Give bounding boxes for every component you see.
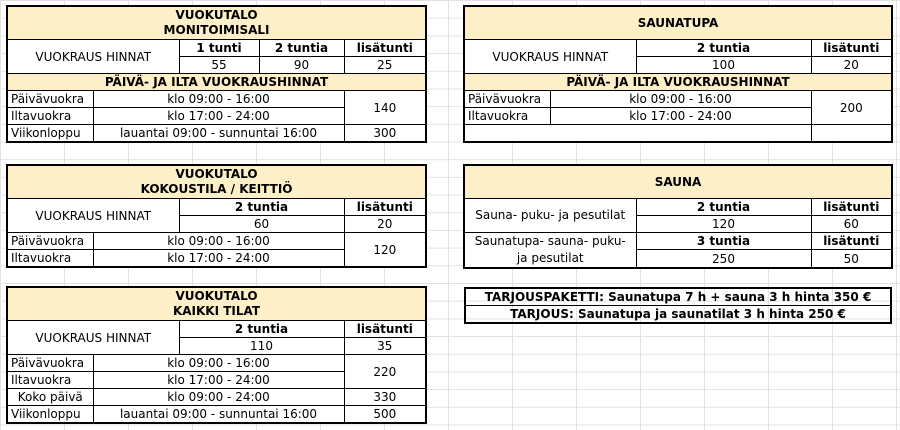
header-extra: lisätunti — [811, 40, 892, 57]
day-label: Päivävuokra — [7, 355, 93, 372]
kaikki-title-line2: KAIKKI TILAT — [172, 304, 261, 318]
day-label: Päivävuokra — [464, 91, 550, 108]
weekend-label: Viikonloppu — [7, 125, 93, 143]
eve-label: Iltavuokra — [7, 108, 93, 125]
sauna-table-block — [463, 164, 893, 269]
fullday-label: Koko päivä — [7, 389, 93, 406]
price-2h: 110 — [179, 338, 344, 355]
header-extra: lisätunti — [344, 321, 426, 338]
day-time: klo 09:00 - 16:00 — [93, 91, 344, 108]
fullday-price: 330 — [344, 389, 426, 406]
monitoimisali-title-line2: MONITOIMISALI — [163, 23, 270, 37]
price-2h: 90 — [259, 57, 344, 74]
eve-time: klo 17:00 - 24:00 — [93, 372, 344, 389]
empty-cell — [464, 125, 811, 143]
row1-header-2h: 2 tuntia — [636, 199, 811, 216]
row1-label: Sauna- puku- ja pesutilat — [464, 199, 636, 233]
header-1h: 1 tunti — [179, 40, 259, 57]
header-extra: lisätunti — [344, 199, 426, 216]
empty-cell — [811, 125, 892, 143]
monitoimisali-title-line1: VUOKUTALO — [175, 8, 258, 22]
eve-label: Iltavuokra — [7, 372, 93, 389]
row1-price-extra: 60 — [811, 216, 892, 233]
price-extra: 35 — [344, 338, 426, 355]
row1-price-2h: 120 — [636, 216, 811, 233]
kaikki-title — [7, 287, 426, 321]
rent-label: VUOKRAUS HINNAT — [7, 321, 179, 355]
weekend-time: lauantai 09:00 - sunnuntai 16:00 — [93, 125, 344, 143]
header-2h: 2 tuntia — [636, 40, 811, 57]
eve-label: Iltavuokra — [464, 108, 550, 125]
sauna-table — [463, 164, 893, 269]
dayeve-price: 120 — [344, 233, 426, 268]
day-label: Päivävuokra — [7, 91, 93, 108]
eve-time: klo 17:00 - 24:00 — [550, 108, 811, 125]
band-heading: PÄIVÄ- JA ILTA VUOKRAUSHINNAT — [464, 74, 892, 91]
header-extra: lisätunti — [344, 40, 426, 57]
fullday-time: klo 09:00 - 24:00 — [93, 389, 344, 406]
saunatupa-table — [463, 5, 893, 143]
price-2h: 100 — [636, 57, 811, 74]
header-2h: 2 tuntia — [179, 199, 344, 216]
price-1h: 55 — [179, 57, 259, 74]
rent-label: VUOKRAUS HINNAT — [7, 40, 179, 74]
kokoustila-table-block — [6, 164, 427, 268]
offers-table — [464, 287, 892, 324]
saunatupa-title: SAUNATUPA — [464, 6, 892, 40]
dayeve-price: 220 — [344, 355, 426, 389]
sauna-title: SAUNA — [464, 165, 892, 199]
kokoustila-title — [7, 165, 426, 199]
price-extra: 25 — [344, 57, 426, 74]
kokoustila-title-line2: KOKOUSTILA / KEITTIÖ — [140, 182, 293, 196]
weekend-price: 500 — [344, 406, 426, 424]
day-time: klo 09:00 - 16:00 — [550, 91, 811, 108]
kokoustila-title-line1: VUOKUTALO — [175, 167, 258, 181]
dayeve-price: 140 — [344, 91, 426, 125]
kaikki-table — [6, 286, 427, 424]
row2-price-3h: 250 — [636, 250, 811, 268]
row1-header-extra: lisätunti — [811, 199, 892, 216]
dayeve-price: 200 — [811, 91, 892, 125]
day-time: klo 09:00 - 16:00 — [93, 355, 344, 372]
header-2h: 2 tuntia — [259, 40, 344, 57]
kaikki-table-block — [6, 286, 427, 424]
kaikki-title-line1: VUOKUTALO — [175, 289, 258, 303]
rent-label: VUOKRAUS HINNAT — [7, 199, 179, 233]
saunatupa-table-block — [463, 5, 893, 143]
row2-label: Saunatupa- sauna- puku- ja pesutilat — [464, 233, 636, 269]
rent-label: VUOKRAUS HINNAT — [464, 40, 636, 74]
weekend-price: 300 — [344, 125, 426, 143]
day-label: Päivävuokra — [7, 233, 93, 250]
offer-package: TARJOUSPAKETTI: Saunatupa 7 h + sauna 3 h hinta 350 € — [465, 288, 891, 306]
eve-time: klo 17:00 - 24:00 — [93, 108, 344, 125]
monitoimisali-table — [6, 5, 427, 143]
monitoimisali-title — [7, 6, 426, 40]
row2-header-3h: 3 tuntia — [636, 233, 811, 250]
kokoustila-table — [6, 164, 427, 268]
header-2h: 2 tuntia — [179, 321, 344, 338]
monitoimisali-table-block — [6, 5, 427, 143]
day-time: klo 09:00 - 16:00 — [93, 233, 344, 250]
row2-header-extra: lisätunti — [811, 233, 892, 250]
eve-time: klo 17:00 - 24:00 — [93, 250, 344, 268]
eve-label: Iltavuokra — [7, 250, 93, 268]
price-extra: 20 — [344, 216, 426, 233]
weekend-label: Viikonloppu — [7, 406, 93, 424]
band-heading: PÄIVÄ- JA ILTA VUOKRAUSHINNAT — [7, 74, 426, 91]
price-extra: 20 — [811, 57, 892, 74]
offer-sauna: TARJOUS: Saunatupa ja saunatilat 3 h hinta 250 € — [465, 306, 891, 324]
price-2h: 60 — [179, 216, 344, 233]
weekend-time: lauantai 09:00 - sunnuntai 16:00 — [93, 406, 344, 424]
row2-price-extra: 50 — [811, 250, 892, 268]
